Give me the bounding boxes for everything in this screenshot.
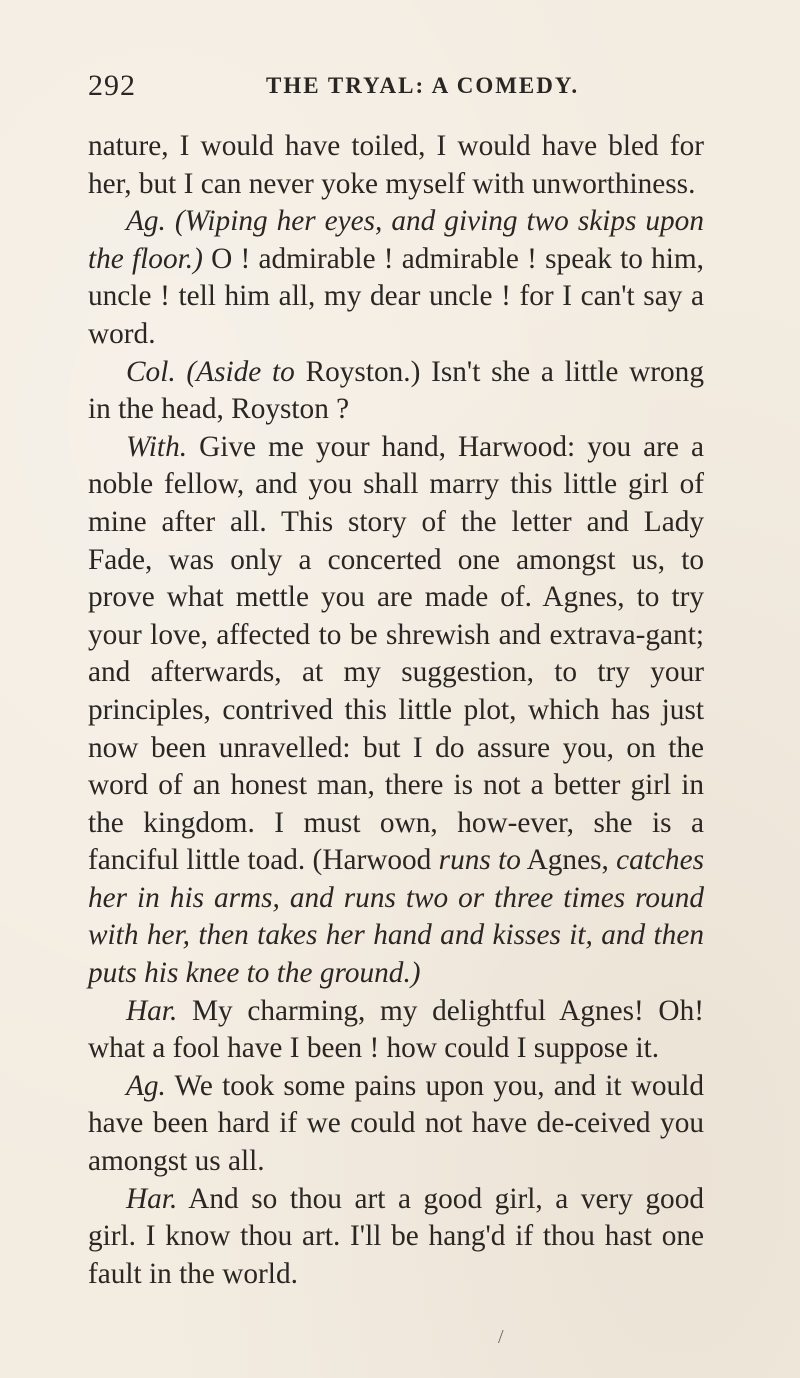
- stage-direction: runs to: [438, 844, 521, 877]
- stage-direction: (Aside to: [186, 355, 295, 388]
- paragraph-continuation: [88, 128, 704, 203]
- speaker-label: Col.: [126, 355, 176, 388]
- stage-direction: (Wiping her eyes, and giving two skips upon the floor.): [88, 205, 704, 275]
- speaker-label: Har.: [126, 994, 178, 1027]
- speaker-label: Ag.: [126, 1069, 166, 1102]
- running-title: THE TRYAL: A COMEDY.: [266, 73, 580, 98]
- paragraph-harwood-1: [88, 993, 704, 1068]
- dialogue-text: We took some pains upon you, and it would have been hard if we could not have de-ceived you amongst us all.: [88, 1069, 704, 1178]
- paragraph-withers: [88, 429, 704, 993]
- speaker-label: With.: [126, 430, 188, 463]
- paragraph-agnes-2: [88, 1068, 704, 1181]
- stage-direction-name: Agnes,: [520, 844, 617, 877]
- body-text: [88, 128, 704, 1293]
- paragraph-text: nature, I would have toiled, I would have bled for her, but I can never yoke myself with unworthiness.: [88, 130, 704, 200]
- footer-mark: /: [498, 1326, 504, 1348]
- dialogue-text: And so thou art a good girl, a very good girl. I know thou art. I'll be hang'd if thou hast one fault in the world.: [88, 1182, 704, 1290]
- dialogue-text: O ! admirable ! admirable ! speak to him, uncle ! tell him all, my dear uncle ! for I can't say a word.: [88, 242, 704, 350]
- dialogue-text: Isn't she a little wrong in the head, Royston ?: [88, 355, 704, 426]
- speaker-label: Har.: [126, 1182, 178, 1215]
- stage-direction: catches her in his arms, and runs two or three times round with her, then takes her hand and kisses it, and then puts his knee to the ground.): [88, 844, 704, 990]
- stage-direction-name: Royston.): [294, 355, 421, 388]
- paragraph-colonel: [88, 354, 704, 429]
- speaker-label: Ag.: [126, 205, 166, 238]
- dialogue-text: Give me your hand, Harwood: you are a noble fellow, and you shall marry this little girl of mine after all. This story of the letter and Lady Fade, was only a concerted one amongst us, to prove what mettle you are made of. Agnes, to try your love, affected to be shrewish and extrava-gant; and afterwards, at my suggestion, to try your principles, contrived this little plot, which has just now been unravelled: but I do assure you, on the word of an honest man, there is not a better girl in the kingdom. I must own, how-ever, she is a fanciful little toad. (Harwood: [88, 430, 704, 877]
- page-number: 292: [88, 69, 136, 102]
- running-head: [88, 66, 728, 106]
- dialogue-text: My charming, my delightful Agnes! Oh! what a fool have I been ! how could I suppose it.: [88, 994, 704, 1065]
- paragraph-agnes-1: [88, 203, 704, 353]
- paragraph-harwood-2: [88, 1181, 704, 1294]
